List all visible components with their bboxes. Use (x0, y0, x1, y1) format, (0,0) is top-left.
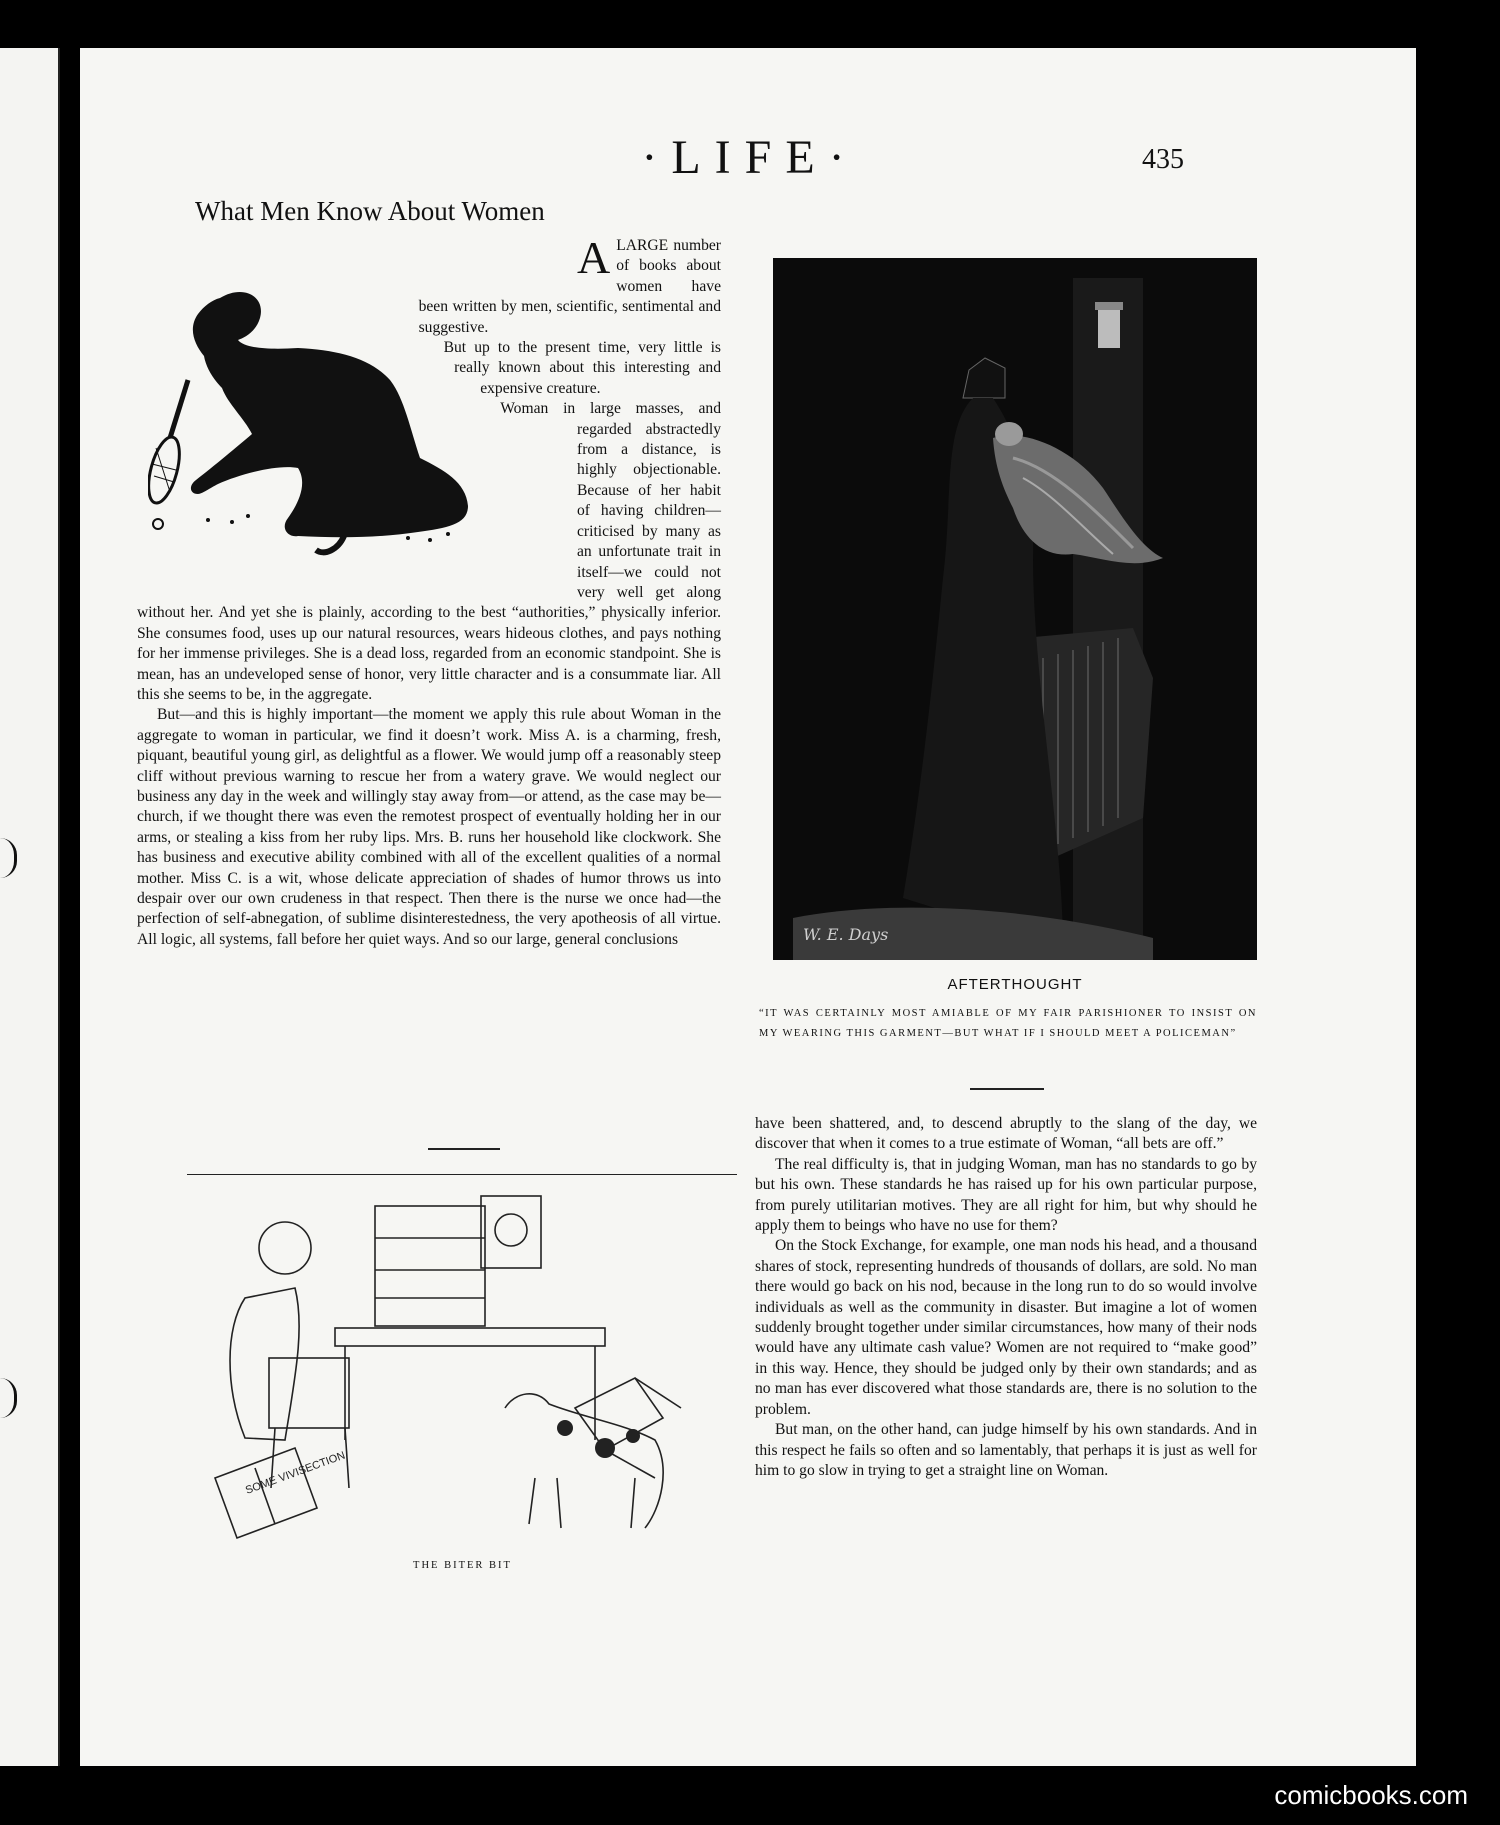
article-column-2 (755, 1114, 1257, 1481)
divider (428, 1148, 500, 1150)
article-paragraph: On the Stock Exchange, for example, one man nods his head, and a thousand shares of stock, representing hundreds of thousands of dollars, are sold. No man there would go back on his nod, because in the long run to do so would involve individuals as well as the community in disaster. But imagine a lot of women suddenly brought together under similar circumstances, how many of their nods would have any ultimate cash value? Women are not required to “make good” in this way. Hence, they should be judged only by their own standards; and as no man has ever discovered what those standards are, there is no solution to the problem. (755, 1237, 1257, 1418)
divider (970, 1088, 1044, 1090)
article-title: What Men Know About Women (195, 196, 545, 226)
article-paragraph: have been shattered, and, to descend abruptly to the slang of the day, we discover that when it comes to a true estimate of Woman, “all bets are off.” (755, 1115, 1257, 1153)
edge-mark (0, 838, 17, 878)
masthead: ·LIFE· (641, 131, 859, 184)
article-column-1 (137, 232, 721, 950)
edge-mark (0, 1378, 17, 1418)
drop-cap: A (577, 232, 611, 283)
page-number: 435 (1142, 144, 1184, 175)
adjacent-page-edge (0, 48, 60, 1766)
article-paragraph: The real difficulty is, that in judging Woman, man has no standards to go by but his own. These standards he has raised up for his own particular purpose, from purely utilitarian motives. They are all right for him, but why should he apply them to beings who have no use for them? (755, 1155, 1257, 1235)
afterthought-illustration (773, 258, 1257, 960)
article-paragraph: But up to the present time, very little is really known about this interesting and expensive creature. (443, 339, 721, 397)
cartoon-illustration (185, 1178, 740, 1554)
illustration-caption: AFTERTHOUGHT (947, 976, 1083, 993)
article-paragraph: Woman in large masses, and regarded abstractedly from a distance, is highly objectionable. Because of her habit of having children—criticised by many as an unfortunate trait in itself—we could not very well get along without her. And yet she is plainly, according to the best “authorities,” physically inferior. She consumes food, uses up our natural resources, wears hideous clothes, and pays nothing for her immense privileges. She is a dead loss, regarded from an economic standpoint. She is mean, has an undeveloped sense of honor, very little character and is a consummate liar. All this she seems to be, in the aggregate. (137, 400, 721, 703)
book-title: SOME VIVISECTION (243, 1449, 347, 1497)
article-paragraph: ALARGE number of books about women have been written by men, scientific, sentimental and suggestive. (418, 232, 721, 336)
article-paragraph: But—and this is highly important—the moment we apply this rule about Woman in the aggregate to woman in particular, we find it doesn’t work. Miss A. is a charming, fresh, piquant, beautiful young girl, as delightful as a flower. We would jump off a reasonably steep cliff without previous warning to rescue her from a watery grave. We would neglect our business any day in the week and willingly stay away from—or attend, as the case may be—church, if we thought there was even the remotest prospect of eventually holding her in our arms, or stealing a kiss from her ruby lips. Mrs. B. runs her household like clockwork. She has business and executive ability combined with all of the excellent qualities of a normal mother. Miss C. is a wit, whose delicate appreciation of shades of humor throws us into despair over our own crudeness in that respect. Then there is the nurse we once had—the perfection of self-abnegation, of sublime disinterestedness, the very apotheosis of all virtue. All logic, all systems, fall before her quiet ways. And so our large, general conclusions (137, 706, 721, 948)
site-watermark: comicbooks.com (1266, 1778, 1476, 1813)
divider (187, 1174, 737, 1175)
artist-signature: W. E. Days (803, 925, 889, 944)
illustration-quote: “IT WAS CERTAINLY MOST AMIABLE OF MY FAIR PARISHIONER TO INSIST ON MY WEARING THIS GARMENT—BUT WHAT IF I SHOULD MEET A POLICEMAN” (759, 1008, 1257, 1039)
cartoon-caption: THE BITER BIT (413, 1560, 512, 1571)
article-paragraph: But man, on the other hand, can judge himself by his own standards. And in this respect he fails so often and so lamentably, that perhaps it is just as well for him to go slow in trying to get a straight line on Woman. (755, 1421, 1257, 1479)
